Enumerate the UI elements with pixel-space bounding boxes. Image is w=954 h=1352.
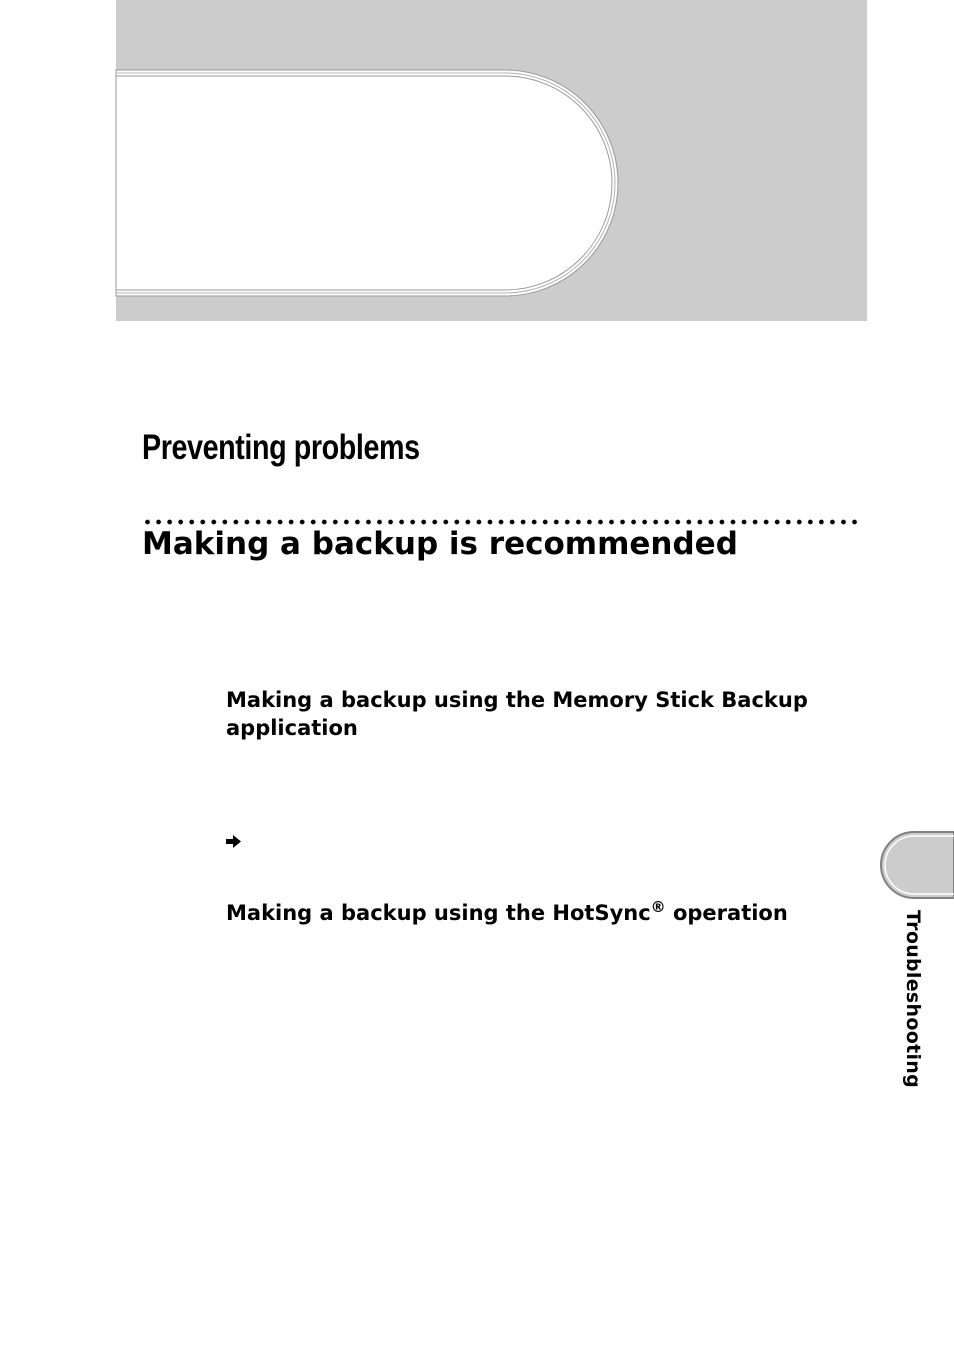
- registered-mark: ®: [650, 898, 666, 916]
- section-title: Making a backup is recommended: [142, 526, 738, 562]
- side-tab-label: Troubleshooting: [902, 910, 924, 1088]
- hotsync-heading-suffix: operation: [665, 901, 788, 925]
- chapter-title-tab: [0, 0, 954, 321]
- side-tab-marker: [880, 831, 954, 899]
- subheading-hotsync: [226, 899, 866, 927]
- chapter-title: Preventing problems: [142, 428, 420, 467]
- right-arrow-icon: [226, 835, 241, 848]
- subheading-memory-stick-backup: Making a backup using the Memory Stick Backup application: [226, 688, 808, 740]
- hotsync-heading-text: Making a backup using the HotSync: [226, 901, 651, 925]
